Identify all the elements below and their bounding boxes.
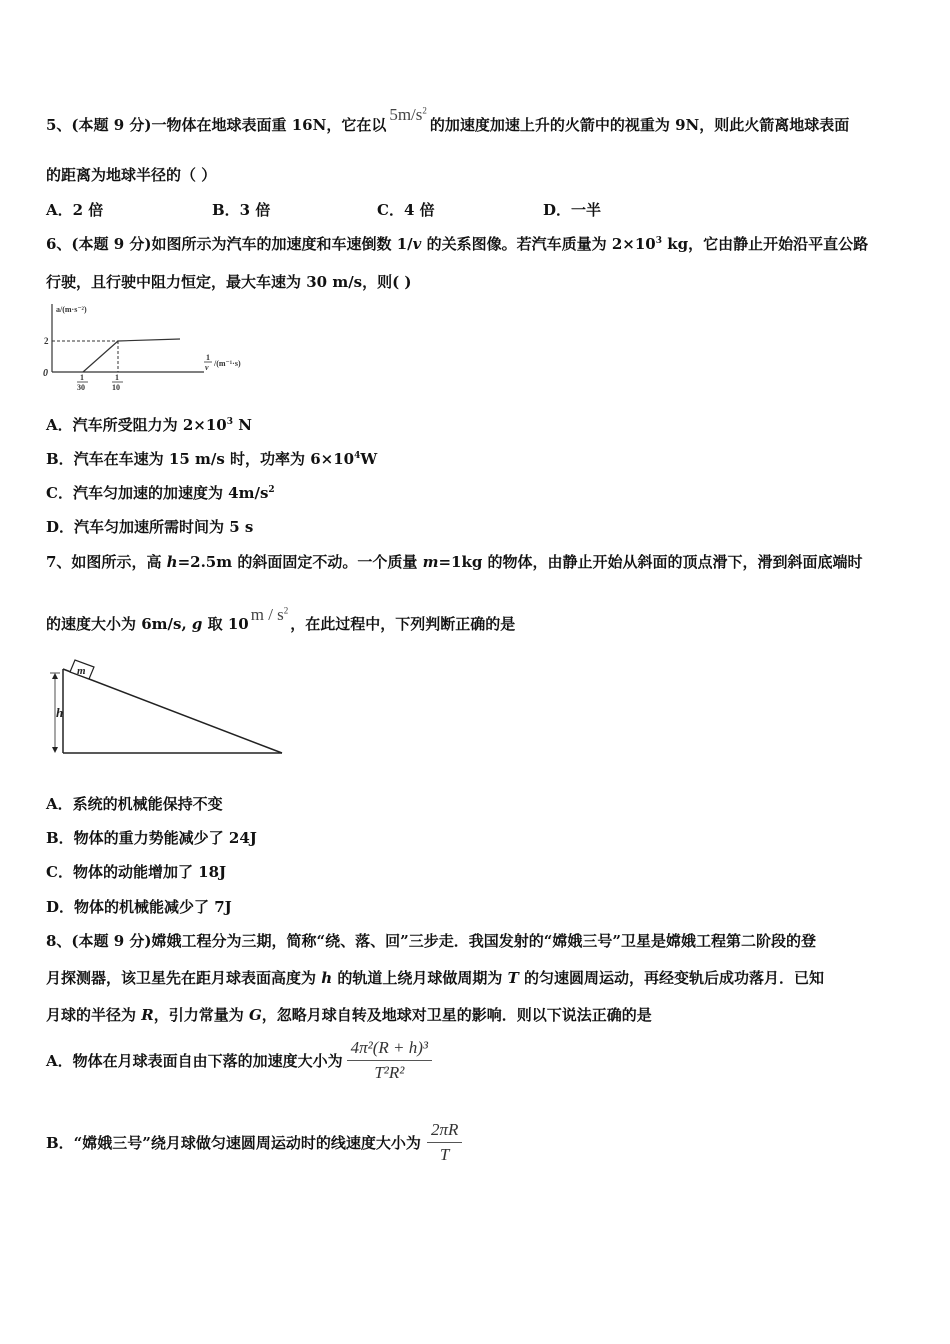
q6-option-d: D．汽车匀加速所需时间为 5 s — [46, 518, 254, 536]
incline-slope — [63, 669, 282, 753]
x-tick1-den: 30 — [77, 383, 85, 392]
q8-option-b: B．“嫦娥三号”绕月球做匀速圆周运动时的线速度大小为 $\frac{2\pi R}{T}$ — [46, 1120, 462, 1165]
q5-line2: 的距离为地球半径的（ ） — [46, 166, 217, 184]
q5-line1 — [46, 105, 850, 135]
q5-option-b: B．3 倍 — [212, 201, 271, 219]
q7-option-b: B．物体的重力势能减少了 24J — [46, 829, 257, 847]
q5-text: 5、(本题 9 分)一物体在地球表面重 16N，它在以 — [46, 116, 387, 134]
q6-v-variable: v — [412, 235, 422, 253]
q8-option-a-fraction: $\frac{\text{4π²(R + h)³}}{\text{T²R²}}$ — [347, 1038, 432, 1083]
arrow-down — [52, 747, 58, 753]
x-tick1-num: 1 — [80, 373, 84, 382]
q7-option-c: C．物体的动能增加了 18J — [46, 863, 227, 881]
q5-option-c: C．4 倍 — [377, 201, 435, 219]
q5-text-cont: 的加速度加速上升的火箭中的视重为 9N，则此火箭离地球表面 — [429, 116, 850, 134]
accel-line-flat — [118, 339, 180, 341]
q6-option-b: B．汽车在车速为 15 m/s 时，功率为 $6\times 10^4W$ — [46, 450, 378, 468]
y-tick-2: 2 — [44, 336, 49, 346]
q8-line2: 月探测器，该卫星先在距月球表面高度为 h 的轨道上绕月球做周期为 T 的匀速圆周运动，再经变轨后成功落月．已知 — [46, 969, 824, 987]
q7-line1: 7、如图所示，高 h=2.5m 的斜面固定不动。一个质量 m=1kg 的物体，由静止开始从斜面的顶点滑下，滑到斜面底端时 — [46, 553, 863, 571]
q5-accel: $5m/s^2$ — [389, 105, 427, 124]
q5-option-d: D．一半 — [543, 201, 602, 219]
q8-option-a: A．物体在月球表面自由下落的加速度大小为 $\frac{\text{4π²(R + h)³}}{\text{T²R²}}$ — [46, 1038, 432, 1083]
origin-label: 0 — [43, 368, 48, 379]
x-label-den: v — [205, 363, 209, 372]
q7-line2: 的速度大小为 6m/s, g 取 10 m / $s^2$，在此过程中，下列判断正确的是 — [46, 605, 516, 633]
q6-option-c: C．汽车匀加速的加速度为 $4m/s^2$ — [46, 484, 275, 502]
q6-option-a: A．汽车所受阻力为 $2\times 10^3$ N — [46, 416, 252, 434]
q7-g-unit: m / $s^2$ — [250, 605, 289, 624]
q5-accel-exponent: 2 — [422, 105, 427, 116]
q7-option-a: A．系统的机械能保持不变 — [46, 795, 223, 813]
q6-line1: 6、(本题 9 分)如图所示为汽车的加速度和车速倒数 1/v 的关系图像。若汽车质量为 $2\times 10^3$ kg，它由静止开始沿平直公路 — [46, 235, 869, 253]
x-label-num: 1 — [206, 353, 210, 362]
accel-line-rising — [83, 341, 118, 372]
block-label: m — [77, 665, 86, 677]
x-tick2-num: 1 — [115, 373, 119, 382]
height-label: h — [56, 705, 64, 720]
q8-option-b-fraction: $\frac{2\pi R}{T}$ — [427, 1120, 462, 1165]
q5-option-a: A．2 倍 — [46, 201, 104, 219]
q8-line3: 月球的半径为 R，引力常量为 G，忽略月球自转及地球对卫星的影响．则以下说法正确的是 — [46, 1006, 652, 1024]
q6-chart — [40, 298, 260, 394]
q7-option-d: D．物体的机械能减少了 7J — [46, 898, 232, 916]
arrow-up — [52, 673, 58, 679]
q7-incline-figure — [46, 655, 286, 759]
x-tick2-den: 10 — [112, 383, 120, 392]
y-axis-label: a/(m·s⁻²) — [56, 305, 87, 314]
q6-line2: 行驶，且行驶中阻力恒定，最大车速为 30 m/s，则( ) — [46, 273, 412, 291]
x-label-unit: /(m⁻¹·s) — [214, 359, 241, 368]
q8-line1: 8、(本题 9 分)嫦娥工程分为三期，简称“绕、落、回”三步走．我国发射的“嫦娥三号”卫星是嫦娥工程第二阶段的登 — [46, 932, 817, 950]
